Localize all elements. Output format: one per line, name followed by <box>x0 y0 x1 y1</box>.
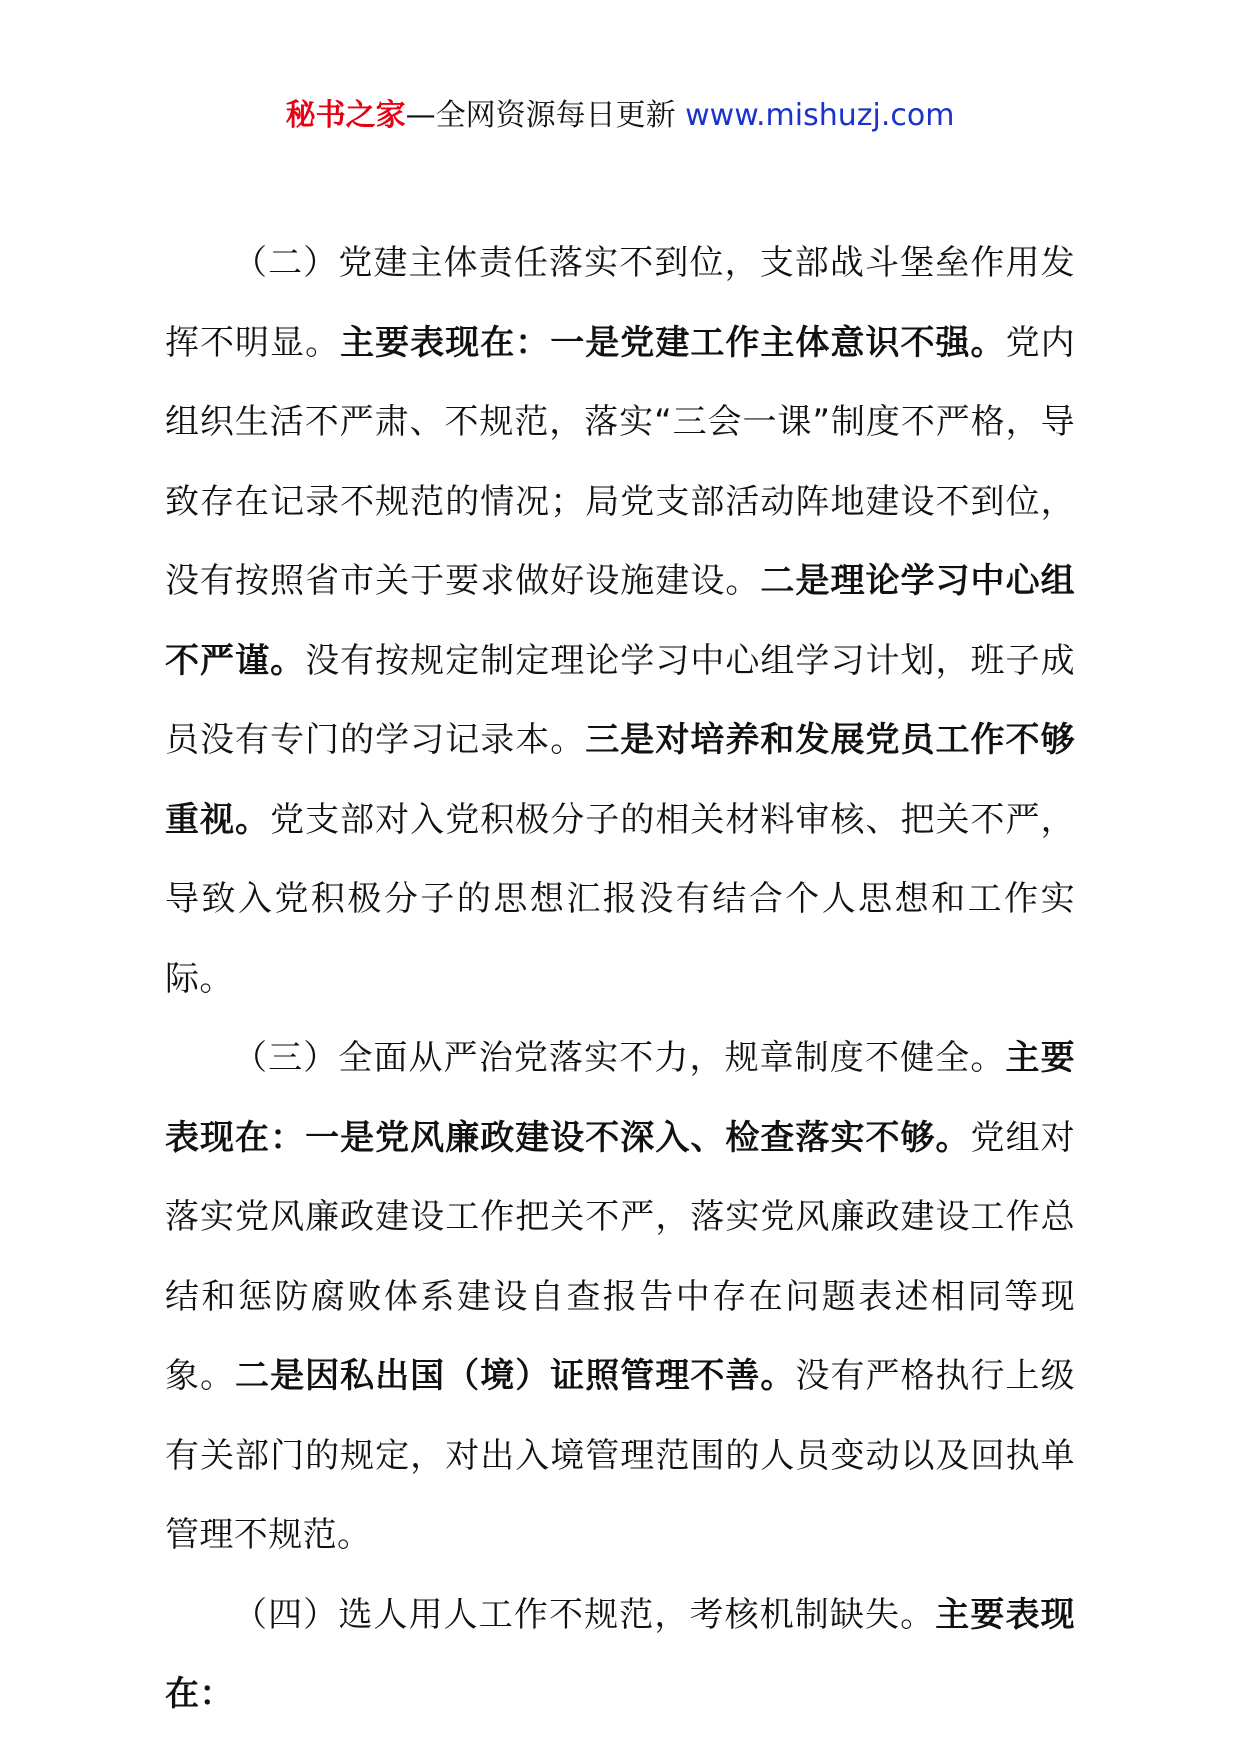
paragraph-text: （三）全面从严治党落实不力，规章制度不健全。 <box>233 1038 1006 1078</box>
paragraph-text: 没有按规定制定理论学习中心组学习计划，班子成员没有专门的学习记录本。 <box>165 640 1075 760</box>
bold-text: 二是理论学习中心组不严谨。 <box>165 561 1075 681</box>
header-tagline: —全网资源每日更新 <box>405 98 686 133</box>
brand-name: 秘书之家 <box>285 98 406 133</box>
website-url: www.mishuzj.com <box>685 98 955 133</box>
paragraph <box>165 1019 1075 1576</box>
paragraph-text: 党内组织生活不严肃、不规范，落实“三会一课”制度不严格，导致存在记录不规范的情况；局党支部活动阵地建设不到位，没有按照省市关于要求做好设施建设。 <box>165 322 1076 601</box>
bold-text: 主要表现在：一是党风廉政建设不深入、检查落实不够。 <box>165 1038 1075 1158</box>
document-body <box>165 224 1075 1735</box>
paragraph-text: （四）选人用人工作不规范，考核机制缺失。 <box>233 1594 936 1635</box>
bold-text: 三是对培养和发展党员工作不够重视。 <box>165 720 1075 840</box>
bold-text: 二是因私出国（境）证照管理不善。 <box>235 1356 796 1396</box>
bold-text: 主要表现在：一是党建工作主体意识不强。 <box>340 322 1006 363</box>
paragraph-text: 没有严格执行上级有关部门的规定，对出入境管理范围的人员变动以及回执单管理不规范。 <box>165 1356 1075 1555</box>
paragraph <box>165 224 1075 1019</box>
paragraph-text: （二）党建主体责任落实不到位，支部战斗堡垒作用发挥不明显。 <box>165 243 1075 363</box>
paragraph-text: 党组对落实党风廉政建设工作把关不严，落实党风廉政建设工作总结和惩防腐败体系建设自查报告中存在问题表述相同等现象。 <box>165 1117 1075 1396</box>
paragraph-text: 党支部对入党积极分子的相关材料审核、把关不严，导致入党积极分子的思想汇报没有结合个人思想和工作实际。 <box>165 799 1075 999</box>
paragraph <box>165 1576 1075 1735</box>
bold-text: 主要表现在： <box>165 1594 1076 1714</box>
document-header <box>0 96 1240 136</box>
